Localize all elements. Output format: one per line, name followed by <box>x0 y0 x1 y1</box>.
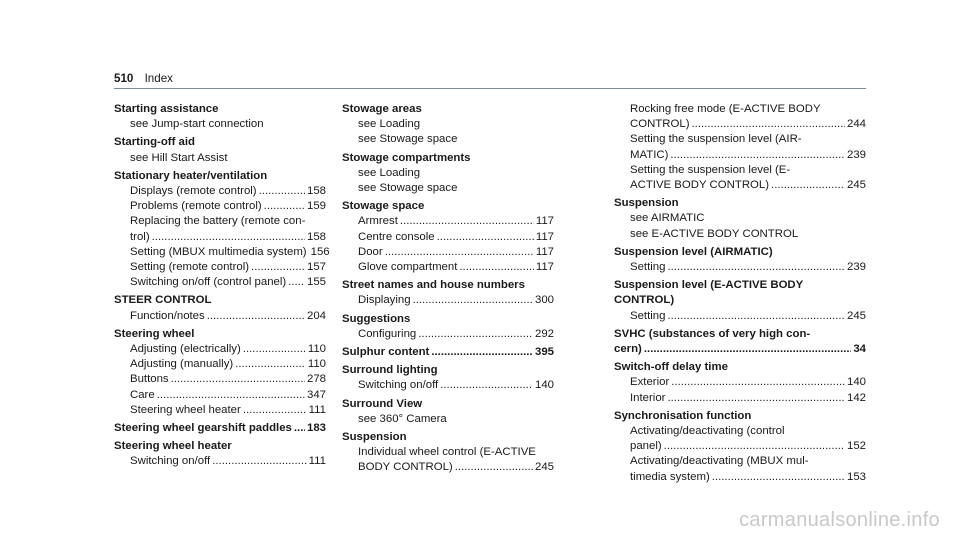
subentry <box>614 391 866 406</box>
subentry <box>114 245 330 260</box>
subentry <box>342 378 554 393</box>
index-entry <box>342 363 554 393</box>
dot-leader <box>771 178 845 193</box>
subentry-text: Function/notes <box>130 309 205 322</box>
subentry-text: Setting (remote control) <box>130 261 250 274</box>
dot-leader <box>667 391 845 406</box>
entry-keyword: Suspension <box>614 197 679 210</box>
subentry-text: Adjusting (electrically) <box>130 343 241 356</box>
index-entry <box>114 439 326 469</box>
page-ref: 157 <box>306 261 326 274</box>
index-entry <box>614 409 866 485</box>
index-entry <box>342 430 554 476</box>
dot-leader <box>243 403 307 418</box>
entry-keyword <box>114 421 326 436</box>
subentry-text: Care <box>130 388 155 401</box>
page-ref: 111 <box>308 455 326 468</box>
dot-leader <box>212 454 306 469</box>
subentry <box>114 184 326 199</box>
index-entry <box>342 397 554 427</box>
page-ref: 155 <box>306 276 326 289</box>
subentry-text: Setting <box>630 261 666 274</box>
subentry <box>342 245 554 260</box>
subentry-text: panel) <box>630 440 662 453</box>
dot-leader <box>288 275 305 290</box>
index-entry <box>342 312 554 342</box>
subentry: see Loading <box>358 166 421 179</box>
page-number: 510 <box>114 72 134 85</box>
entry-keyword: SVHC (substances of very high con- <box>614 327 811 340</box>
page-ref: 117 <box>535 215 554 228</box>
page-ref: 110 <box>307 343 326 356</box>
entry-keyword: Suspension level (AIRMATIC) <box>614 245 773 258</box>
page-ref: 110 <box>307 358 326 371</box>
subentry <box>114 372 326 387</box>
index-entry <box>114 169 330 291</box>
page-ref: 158 <box>306 185 326 198</box>
page-ref: 183 <box>306 422 326 435</box>
index-entry <box>342 199 554 275</box>
section-title: Index <box>144 72 173 85</box>
subentry <box>614 260 866 275</box>
subentry <box>614 375 866 390</box>
subentry <box>114 230 326 245</box>
dot-leader <box>440 378 533 393</box>
subentry-text: Switching on/off <box>358 379 439 392</box>
dot-leader <box>413 293 533 308</box>
subentry-text: BODY CONTROL) <box>358 461 453 474</box>
page-ref: 278 <box>306 373 326 386</box>
subentry <box>614 148 866 163</box>
index-entry <box>114 327 326 418</box>
page-ref: 347 <box>306 388 326 401</box>
subentry-text: ACTIVE BODY CONTROL) <box>630 179 770 192</box>
index-entry <box>614 360 866 406</box>
dot-leader <box>671 375 845 390</box>
subentry-text: Switching on/off (control panel) <box>130 276 287 289</box>
dot-leader <box>459 260 533 275</box>
entry-keyword: Starting-off aid <box>114 136 195 149</box>
dot-leader <box>691 117 845 132</box>
entry-keyword: Surround View <box>342 397 423 410</box>
page-ref: 292 <box>534 327 554 340</box>
dot-leader <box>664 439 845 454</box>
entry-keyword: Stowage compartments <box>342 151 471 164</box>
subentry-text: Configuring <box>358 327 417 340</box>
page-ref: 117 <box>535 261 554 274</box>
subentry-text: Setting <box>630 309 666 322</box>
dot-leader <box>171 372 305 387</box>
subentry-line: Activating/deactivating (MBUX mul- <box>630 455 809 468</box>
index-entry <box>114 293 326 323</box>
subentry: see Stowage space <box>358 133 458 146</box>
index-column-2 <box>342 102 554 479</box>
subentry <box>342 293 554 308</box>
subentry <box>114 260 326 275</box>
page-ref: 152 <box>846 440 866 453</box>
dot-leader <box>207 309 305 324</box>
subentry: see AIRMATIC <box>630 212 705 225</box>
subentry-text: Adjusting (manually) <box>130 358 234 371</box>
subentry-text: Displays (remote control) <box>130 185 257 198</box>
subentry <box>114 454 326 469</box>
page-ref: 204 <box>306 309 326 322</box>
subentry-text: Glove compartment <box>358 261 458 274</box>
page-header <box>114 71 173 86</box>
subentry-text: CONTROL) <box>630 118 690 131</box>
entry-keyword <box>342 345 554 360</box>
entry-keyword-text: Steering wheel gearshift paddles <box>114 422 292 435</box>
subentry <box>342 230 554 245</box>
subentry <box>614 117 866 132</box>
dot-leader <box>152 230 305 245</box>
subentry <box>114 199 326 214</box>
subentry <box>614 470 866 485</box>
index-entry <box>342 345 554 360</box>
subentry-text: trol) <box>130 230 150 243</box>
dot-leader <box>243 342 306 357</box>
dot-leader <box>644 342 851 357</box>
subentry <box>342 214 554 229</box>
subentry-text: Displaying <box>358 294 411 307</box>
subentry-line: Setting the suspension level (E- <box>630 163 791 176</box>
index-column-1 <box>114 102 330 473</box>
dot-leader <box>431 345 533 360</box>
dot-leader <box>157 388 305 403</box>
entry-keyword: STEER CONTROL <box>114 294 212 307</box>
subentry <box>614 439 866 454</box>
index-entry <box>614 278 866 324</box>
subentry-line: Activating/deactivating (control <box>630 425 785 438</box>
dot-leader <box>670 148 845 163</box>
entry-keyword: Surround lighting <box>342 364 438 377</box>
entry-keyword: Steering wheel heater <box>114 440 232 453</box>
entry-keyword: Suggestions <box>342 312 411 325</box>
subentry-line: Setting the suspension level (AIR- <box>630 133 802 146</box>
subentry-text: Switching on/off <box>130 455 211 468</box>
entry-keyword-text: cern) <box>614 343 642 356</box>
subentry-text: Armrest <box>358 215 398 228</box>
subentry <box>342 260 554 275</box>
subentry-text: Centre console <box>358 230 435 243</box>
subentry <box>114 342 326 357</box>
subentry <box>114 309 326 324</box>
entry-keyword: Suspension level (E-ACTIVE BODY <box>614 279 804 292</box>
dot-leader <box>385 245 534 260</box>
subentry-text: Door <box>358 245 383 258</box>
subentry-text: Steering wheel heater <box>130 403 241 416</box>
page-ref: 245 <box>846 179 866 192</box>
page-ref: 244 <box>846 118 866 131</box>
page-ref: 300 <box>534 294 554 307</box>
watermark: carmanualsonline.info <box>739 508 940 531</box>
page-ref: 239 <box>846 261 866 274</box>
subentry-line: Replacing the battery (remote con- <box>130 215 306 228</box>
header-divider <box>114 88 866 89</box>
subentry-line: Rocking free mode (E-ACTIVE BODY <box>630 103 821 115</box>
index-entry <box>114 102 326 132</box>
subentry: see Hill Start Assist <box>130 151 228 164</box>
subentry <box>614 309 866 324</box>
subentry-line: Individual wheel control (E-ACTIVE <box>358 446 536 459</box>
index-entry <box>614 196 866 242</box>
subentry <box>114 275 326 290</box>
page-ref: 34 <box>853 343 866 356</box>
entry-keyword: Switch-off delay time <box>614 361 728 374</box>
page-ref: 153 <box>846 470 866 483</box>
entry-keyword: Steering wheel <box>114 327 195 340</box>
entry-keyword: Suspension <box>342 431 407 444</box>
index-entry <box>614 102 866 193</box>
index-entry <box>342 102 554 148</box>
index-entry <box>614 327 866 357</box>
page-ref: 142 <box>846 391 866 404</box>
subentry <box>342 460 554 475</box>
subentry-text: Setting (MBUX multimedia system) <box>130 245 307 258</box>
subentry <box>114 388 326 403</box>
dot-leader <box>667 309 845 324</box>
page-ref: 117 <box>535 230 554 243</box>
subentry-text: timedia system) <box>630 470 710 483</box>
dot-leader <box>294 421 305 436</box>
page-ref: 117 <box>535 245 554 258</box>
subentry <box>614 178 866 193</box>
index-entry <box>114 421 326 436</box>
entry-keyword <box>614 342 866 357</box>
dot-leader <box>455 460 533 475</box>
page-ref: 140 <box>534 379 554 392</box>
page-ref: 140 <box>846 376 866 389</box>
page-ref: 158 <box>306 230 326 243</box>
dot-leader <box>418 327 533 342</box>
entry-keyword: Street names and house numbers <box>342 279 525 292</box>
index-entry <box>342 278 554 308</box>
entry-keyword: Stowage space <box>342 200 425 213</box>
dot-leader <box>400 214 534 229</box>
dot-leader <box>437 230 534 245</box>
entry-keyword: Synchronisation function <box>614 409 752 422</box>
page-ref: 395 <box>534 346 554 359</box>
subentry: see Stowage space <box>358 182 458 195</box>
page-ref: 159 <box>306 200 326 213</box>
dot-leader <box>667 260 845 275</box>
dot-leader <box>251 260 305 275</box>
subentry: see 360° Camera <box>358 412 447 425</box>
subentry <box>342 327 554 342</box>
subentry <box>114 403 326 418</box>
page-ref: 245 <box>534 461 554 474</box>
dot-leader <box>712 470 845 485</box>
index-entry <box>342 151 554 197</box>
entry-keyword: CONTROL) <box>614 294 675 307</box>
entry-keyword: Starting assistance <box>114 103 219 115</box>
subentry-text: Buttons <box>130 373 169 386</box>
page-ref: 111 <box>308 403 326 416</box>
subentry: see E-ACTIVE BODY CONTROL <box>630 227 799 240</box>
subentry-text: MATIC) <box>630 148 669 161</box>
index-column-3 <box>614 102 866 488</box>
entry-keyword: Stowage areas <box>342 103 422 115</box>
dot-leader <box>235 357 306 372</box>
subentry <box>114 357 326 372</box>
entry-keyword: Stationary heater/ventilation <box>114 169 268 182</box>
page-ref: 239 <box>846 148 866 161</box>
index-entry <box>614 245 866 275</box>
subentry-text: Interior <box>630 391 666 404</box>
page-ref: 245 <box>846 309 866 322</box>
subentry-text: Exterior <box>630 376 670 389</box>
subentry: see Loading <box>358 118 421 131</box>
subentry: see Jump-start connection <box>130 118 264 131</box>
dot-leader <box>264 199 305 214</box>
entry-keyword-text: Sulphur content <box>342 346 430 359</box>
index-entry <box>114 135 326 165</box>
page-ref: 156 <box>310 245 330 258</box>
subentry-text: Problems (remote control) <box>130 200 262 213</box>
dot-leader <box>259 184 305 199</box>
